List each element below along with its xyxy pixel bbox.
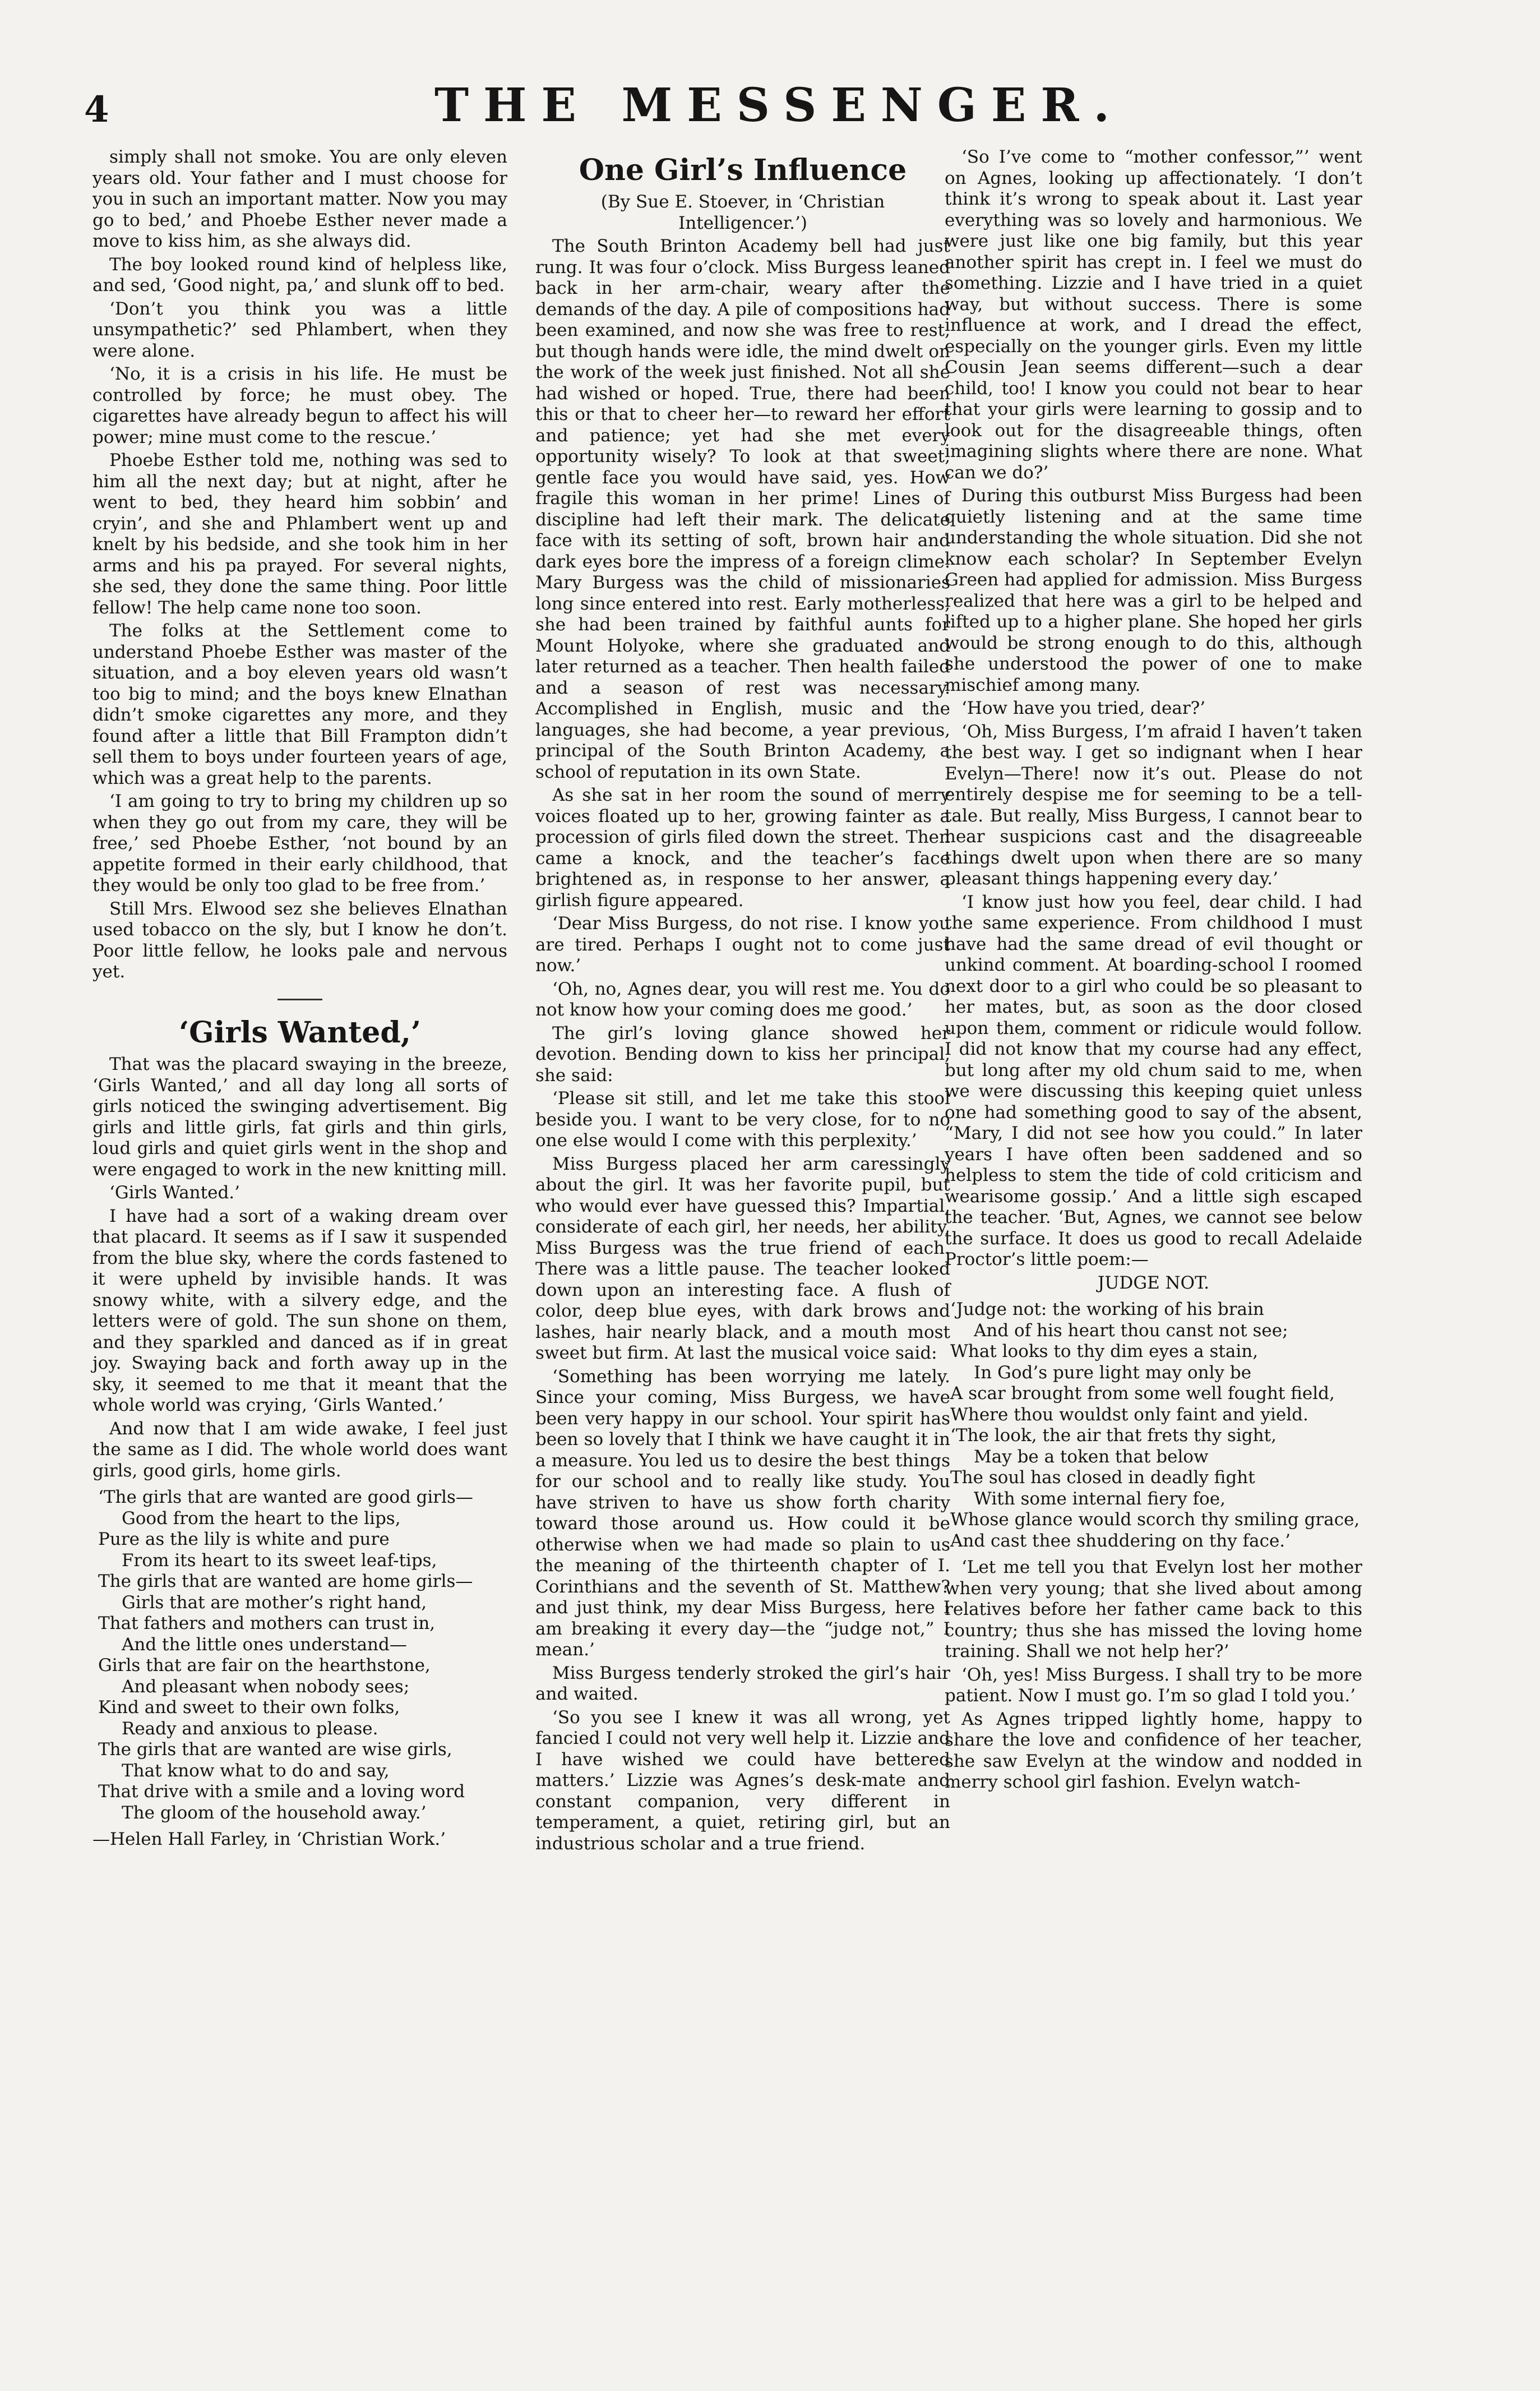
paragraph: ‘Let me tell you that Evelyn lost her mother when very young; that she lived about among relatives before her father came back to this country; thus she has missed the loving home training. Shall we not help her?’: [945, 1557, 1362, 1661]
column-1: [93, 147, 507, 1853]
paragraph: And now that I am wide awake, I feel just the same as I did. The whole world does want girls, good girls, home girls.: [93, 1418, 507, 1481]
poem-line: From its heart to its sweet leaf-tips,: [122, 1550, 437, 1571]
paragraph: ‘I am going to try to bring my children up so when they go out from my care, they will be free,’ sed Phoebe Esther, ‘not bound by an appetite formed in their early childhood, that they would be only too glad to be free from.’: [93, 791, 507, 896]
poem-line: And cast thee shuddering on thy face.’: [950, 1530, 1291, 1551]
influence-body-col3-end: [945, 1557, 1362, 1793]
girls-wanted-body: [93, 1054, 507, 1481]
paragraph: The South Brinton Academy bell had just rung. It was four o’clock. Miss Burgess leaned back in her arm-chair, weary after the demands of the day. A pile of compositions had been examined, and now she was free to rest, but though hands were idle, the mind dwelt on the work of the week just finished. Not all she had wished or hoped. True, there had been this or that to cheer her—to reward her effort and patience; yet had she met every opportunity wisely? To look at that sweet, gentle face you would have said, yes. How fragile this woman in her prime! Lines of discipline had left their mark. The delicate face with its setting of soft, brown hair and dark eyes bore the impress of a foreign clime. Mary Burgess was the child of missionaries long since entered into rest. Early motherless, she had been trained by faithful aunts for Mount Holyoke, where she graduated and later returned as a teacher. Then health failed and a season of rest was necessary. Accomplished in English, music and the languages, she had become, a year previous, principal of the South Brinton Academy, a school of reputation in its own State.: [535, 236, 950, 782]
poem-line: And pleasant when nobody sees;: [122, 1676, 410, 1697]
paragraph: Miss Burgess placed her arm caressingly about the girl. It was her favorite pupil, but who would ever have guessed this? Impartial, considerate of each girl, her needs, her ability, Miss Burgess was the true friend of each. There was a little pause. The teacher looked down upon an interesting face. A flush of color, deep blue eyes, with dark brows and lashes, hair nearly black, and a mouth most sweet but firm. At last the musical voice said:: [535, 1153, 950, 1363]
paragraph: I have had a sort of a waking dream over that placard. It seems as if I saw it suspended from the blue sky, where the cords fastened to it were upheld by invisible hands. It was snowy white, with a silvery edge, and the letters were of gold. The sun shone on them, and they sparkled and danced as if in great joy. Swaying back and forth away up in the sky, it seemed to me that it meant that the whole world was crying, ‘Girls Wanted.’: [93, 1206, 507, 1415]
paragraph: simply shall not smoke. You are only eleven years old. Your father and I must choose for you in such an important matter. Now you may go to bed,’ and Phoebe Esther never made a move to kiss him, as she always did.: [93, 147, 507, 251]
paragraph: The boy looked round kind of helpless like, and sed, ‘Good night, pa,’ and slunk off to bed.: [93, 254, 507, 296]
column-2: [535, 147, 950, 1857]
paragraph: ‘Oh, no, Agnes dear, you will rest me. You do not know how your coming does me good.’: [535, 978, 950, 1020]
paragraph: As she sat in her room the sound of merry voices floated up to her, growing fainter as a procession of girls filed down the street. Then came a knock, and the teacher’s face brightened as, in response to her answer, a girlish figure appeared.: [535, 785, 950, 911]
poem-line: Girls that are mother’s right hand,: [122, 1592, 427, 1613]
paragraph: ‘Please sit still, and let me take this stool beside you. I want to be very close, for to no one else would I come with this perplexity.’: [535, 1088, 950, 1151]
influence-body-col3: [945, 147, 1362, 1271]
paragraph: ‘I know just how you feel, dear child. I had the same experience. From childhood I must have had the same dread of evil thought or unkind comment. At boarding-school I roomed next door to a girl who could be so pleasant to her mates, but, as soon as the door closed upon them, comment or ridicule would follow. I did not know that my course had any effect, but long after my old chum said to me, when we were discussing this keeping quiet unless one had something good to say of the absent, “Mary, I did not see how you could.” In later years I have often been saddened and so helpless to stem the tide of cold criticism and wearisome gossip.’ And a little sigh escaped the teacher. ‘But, Agnes, we cannot see below the surface. It does us good to recall Adelaide Proctor’s little poem:—: [945, 892, 1362, 1270]
paragraph: ‘Dear Miss Burgess, do not rise. I know you are tired. Perhaps I ought not to come just now.’: [535, 913, 950, 976]
masthead: [84, 79, 1474, 140]
paragraph: ‘Girls Wanted.’: [109, 1183, 240, 1203]
paragraph: Still Mrs. Elwood sez she believes Elnathan used tobacco on the sly, but I know he don’t. Poor little fellow, he looks pale and nervous yet.: [93, 898, 507, 982]
poem-line: ‘The look, the air that frets thy sight,: [950, 1425, 1277, 1446]
girls-wanted-poem: [93, 1487, 507, 1824]
poem-line: And of his heart thou canst not see;: [974, 1320, 1288, 1341]
poem-line: That fathers and mothers can trust in,: [98, 1613, 436, 1633]
paragraph: Miss Burgess tenderly stroked the girl’s hair and waited.: [535, 1663, 950, 1704]
paragraph: ‘How have you tried, dear?’: [961, 698, 1206, 718]
paragraph: ‘Don’t you think you was a little unsympathetic?’ sed Phlambert, when they were alone.: [93, 298, 507, 361]
col1-story: [93, 147, 507, 983]
paragraph: ‘So I’ve come to “mother confessor,”’ went on Agnes, looking up affectionately. ‘I don’t think it’s wrong to speak about it. Last year everything was so lovely and harmonious. We were just like one big family, but this year another spirit has crept in. I feel we must do something. Lizzie and I have tried in a quiet way, but without success. There is some influence at work, and I dread the effect, especially on the younger girls. Even my little Cousin Jean seems different—such a dear child, too! I know you could not bear to hear that your girls were learning to gossip and to look out for the disagreeable things, often imagining slights where there are none. What can we do?’: [945, 147, 1362, 483]
paragraph: The girl’s loving glance showed her devotion. Bending down to kiss her principal, she said:: [535, 1023, 950, 1086]
girls-wanted-heading: ‘Girls Wanted,’: [179, 1016, 421, 1050]
poem-line: Ready and anxious to please.: [122, 1718, 378, 1739]
poem-line: May be a token that below: [974, 1446, 1209, 1467]
poem-line: The girls that are wanted are wise girls,: [98, 1739, 452, 1760]
page-number: 4: [84, 89, 109, 131]
poem-line: In God’s pure light may only be: [974, 1362, 1252, 1383]
paragraph: ‘Oh, yes! Miss Burgess. I shall try to be more patient. Now I must go. I’m so glad I told you.’: [945, 1664, 1362, 1706]
girls-wanted-attribution: —Helen Hall Farley, in ‘Christian Work.’: [93, 1829, 446, 1849]
influence-byline: (By Sue E. Stoever, in ‘Christian Intelligencer.’): [600, 192, 885, 233]
paragraph: ‘No, it is a crisis in his life. He must be controlled by force; he must obey. The cigarettes have already begun to affect his will power; mine must come to the rescue.’: [93, 364, 507, 447]
paragraph: ‘So you see I knew it was all wrong, yet fancied I could not very well help it. Lizzie and I have wished we could have bettered matters.’ Lizzie was Agnes’s desk-mate and constant companion, very different in temperament, a quiet, retiring girl, but an industrious scholar and a true friend.: [535, 1707, 950, 1854]
paragraph: Phoebe Esther told me, nothing was sed to him all the next day; but at night, after he went to bed, they heard him sobbin’ and cryin’, and she and Phlambert went up and knelt by his bedside, and she took him in her arms and his pa prayed. For several nights, she sed, they done the same thing. Poor little fellow! The help came none too soon.: [93, 450, 507, 618]
poem-line: Girls that are fair on the hearthstone,: [98, 1655, 431, 1675]
poem-line: A scar brought from some well fought field,: [950, 1383, 1335, 1404]
story-separator: [93, 989, 507, 1010]
poem-line: With some internal fiery foe,: [974, 1488, 1225, 1509]
paragraph: The folks at the Settlement come to understand Phoebe Esther was master of the situation, and a boy eleven years old wasn’t too big to mind; and the boys knew Elnathan didn’t smoke cigarettes any more, and they found after a little that Bill Frampton didn’t sell them to boys under fourteen years of age, which was a great help to the parents.: [93, 621, 507, 788]
column-3: [945, 147, 1362, 1795]
poem-title: JUDGE NOT.: [1097, 1272, 1210, 1293]
judge-not-poem: [945, 1299, 1362, 1552]
poem-line: Kind and sweet to their own folks,: [98, 1697, 400, 1718]
poem-line: Whose glance would scorch thy smiling grace,: [950, 1510, 1360, 1530]
poem-line: ‘The girls that are wanted are good girls—: [98, 1487, 473, 1507]
paragraph: ‘Something has been worrying me lately. Since your coming, Miss Burgess, we have been very happy in our school. Your spirit has been so lovely that I think we have caught it in a measure. You led us to desire the best things for our school and to really like study. You have striven to have us show forth charity toward those around us. How could it be otherwise when we had made so plain to us the meaning of the thirteenth chapter of I. Corinthians and the seventh of St. Matthew? and just think, my dear Miss Burgess, here I am breaking it every day—the “judge not,” I mean.’: [535, 1366, 950, 1660]
poem-line: That drive with a smile and a loving word: [98, 1781, 465, 1802]
poem-line: That know what to do and say,: [122, 1760, 390, 1781]
masthead-title: THE MESSENGER.: [434, 79, 1125, 132]
poem-line: Pure as the lily is white and pure: [98, 1529, 390, 1549]
paragraph: ‘Oh, Miss Burgess, I’m afraid I haven’t taken the best way. I get so indignant when I hear Evelyn—There! now it’s out. Please do not entirely despise me for seeming to be a tell-tale. But really, Miss Burgess, I cannot bear to hear suspicions cast and the disagreeable things dwelt upon when there are so many pleasant things happening every day.’: [945, 721, 1362, 889]
poem-line: ‘Judge not: the working of his brain: [950, 1299, 1264, 1319]
paragraph: As Agnes tripped lightly home, happy to share the love and confidence of her teacher, she saw Evelyn at the window and nodded in merry school girl fashion. Evelyn watch-: [945, 1709, 1362, 1792]
poem-line: The soul has closed in deadly fight: [950, 1467, 1255, 1488]
poem-line: And the little ones understand—: [122, 1634, 407, 1655]
paragraph: During this outburst Miss Burgess had been quietly listening and at the same time understanding the whole situation. Did she not know each scholar? In September Evelyn Green had applied for admission. Miss Burgess realized that here was a girl to be helped and lifted up to a higher plane. She hoped her girls would be strong enough to do this, although she understood the power of one to make mischief among many.: [945, 486, 1362, 695]
poem-line: Where thou wouldst only faint and yield.: [950, 1404, 1308, 1425]
poem-line: The gloom of the household away.’: [122, 1802, 427, 1823]
influence-body-col2: [535, 236, 950, 1854]
influence-heading: One Girl’s Influence: [579, 153, 907, 187]
poem-line: The girls that are wanted are home girls—: [98, 1571, 473, 1591]
poem-line: Good from the heart to the lips,: [122, 1508, 401, 1529]
paragraph: That was the placard swaying in the breeze, ‘Girls Wanted,’ and all day long all sorts of girls noticed the swinging advertisement. Big girls and little girls, fat girls and thin girls, loud girls and quiet girls went in the shop and were engaged to work in the new knitting mill.: [93, 1054, 507, 1180]
poem-line: What looks to thy dim eyes a stain,: [950, 1341, 1259, 1361]
